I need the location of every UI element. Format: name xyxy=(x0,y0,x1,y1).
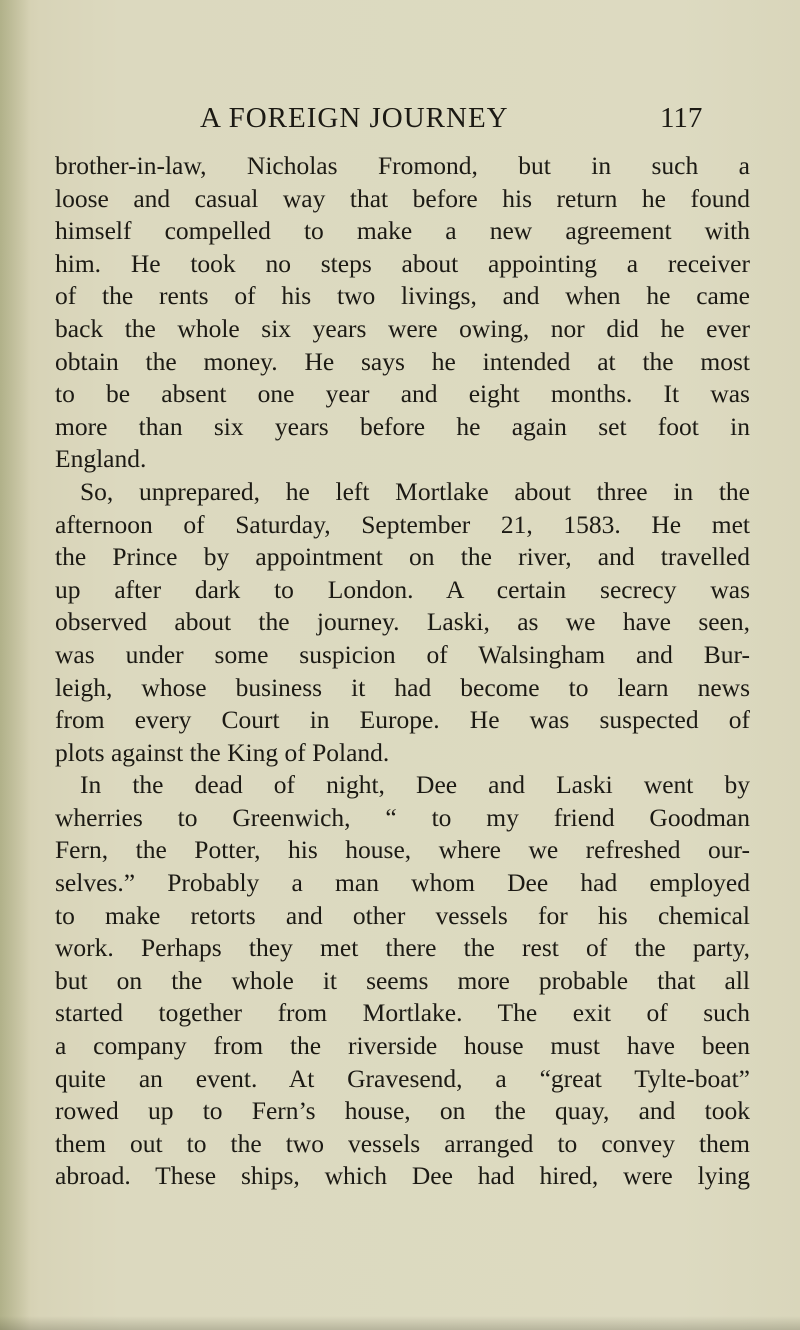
text-line: rowed up to Fern’s house, on the quay, and took xyxy=(55,1096,750,1126)
text-line: observed about the journey. Laski, as we have seen, xyxy=(55,607,750,637)
text-line: abroad. These ships, which Dee had hired, were lying xyxy=(55,1161,750,1191)
text-line: wherries to Greenwich, “ to my friend Goodman xyxy=(55,802,750,832)
spine-shadow xyxy=(0,0,30,1330)
text-line: him. He took no steps about appointing a receiver xyxy=(55,248,750,278)
text-line: Fern, the Potter, his house, where we refreshed our- xyxy=(55,835,750,865)
text-line: them out to the two vessels arranged to convey them xyxy=(55,1128,750,1158)
running-head: A FOREIGN JOURNEY xyxy=(200,102,509,134)
body-text xyxy=(55,150,750,1193)
text-line: loose and casual way that before his return he found xyxy=(55,183,750,213)
text-line: started together from Mortlake. The exit of such xyxy=(55,998,750,1028)
text-line: back the whole six years were owing, nor did he ever xyxy=(55,313,750,343)
text-line: up after dark to London. A certain secrecy was xyxy=(55,574,750,604)
text-line: from every Court in Europe. He was suspected of xyxy=(55,705,750,735)
text-line: quite an event. At Gravesend, a “great Tylte-boat” xyxy=(55,1063,750,1093)
text-line: to be absent one year and eight months. It was xyxy=(55,379,750,409)
text-line: of the rents of his two livings, and when he came xyxy=(55,281,750,311)
text-line: In the dead of night, Dee and Laski went by xyxy=(80,770,750,800)
text-line: brother-in-law, Nicholas Fromond, but in such a xyxy=(55,151,750,180)
page-number: 117 xyxy=(660,102,703,134)
text-line: work. Perhaps they met there the rest of the party, xyxy=(55,933,750,963)
text-line: himself compelled to make a new agreement with xyxy=(55,216,750,246)
text-line: plots against the King of Poland. xyxy=(55,737,390,767)
page-header xyxy=(0,98,800,138)
text-line: selves.” Probably a man whom Dee had employed xyxy=(55,868,750,898)
text-line: a company from the riverside house must have been xyxy=(55,1031,750,1061)
text-line: obtain the money. He says he intended at the most xyxy=(55,346,750,376)
text-line: to make retorts and other vessels for his chemical xyxy=(55,900,750,930)
text-line: but on the whole it seems more probable that all xyxy=(55,965,750,995)
page-bottom-edge xyxy=(0,1316,800,1330)
text-line: the Prince by appointment on the river, and travelled xyxy=(55,542,750,572)
text-line: So, unprepared, he left Mortlake about three in the xyxy=(80,476,750,506)
text-line: more than six years before he again set foot in xyxy=(55,411,750,441)
text-line: afternoon of Saturday, September 21, 1583. He met xyxy=(55,509,750,539)
text-line: leigh, whose business it had become to learn news xyxy=(55,672,750,702)
text-line: England. xyxy=(55,444,147,474)
text-line: was under some suspicion of Walsingham and Bur- xyxy=(55,639,750,669)
